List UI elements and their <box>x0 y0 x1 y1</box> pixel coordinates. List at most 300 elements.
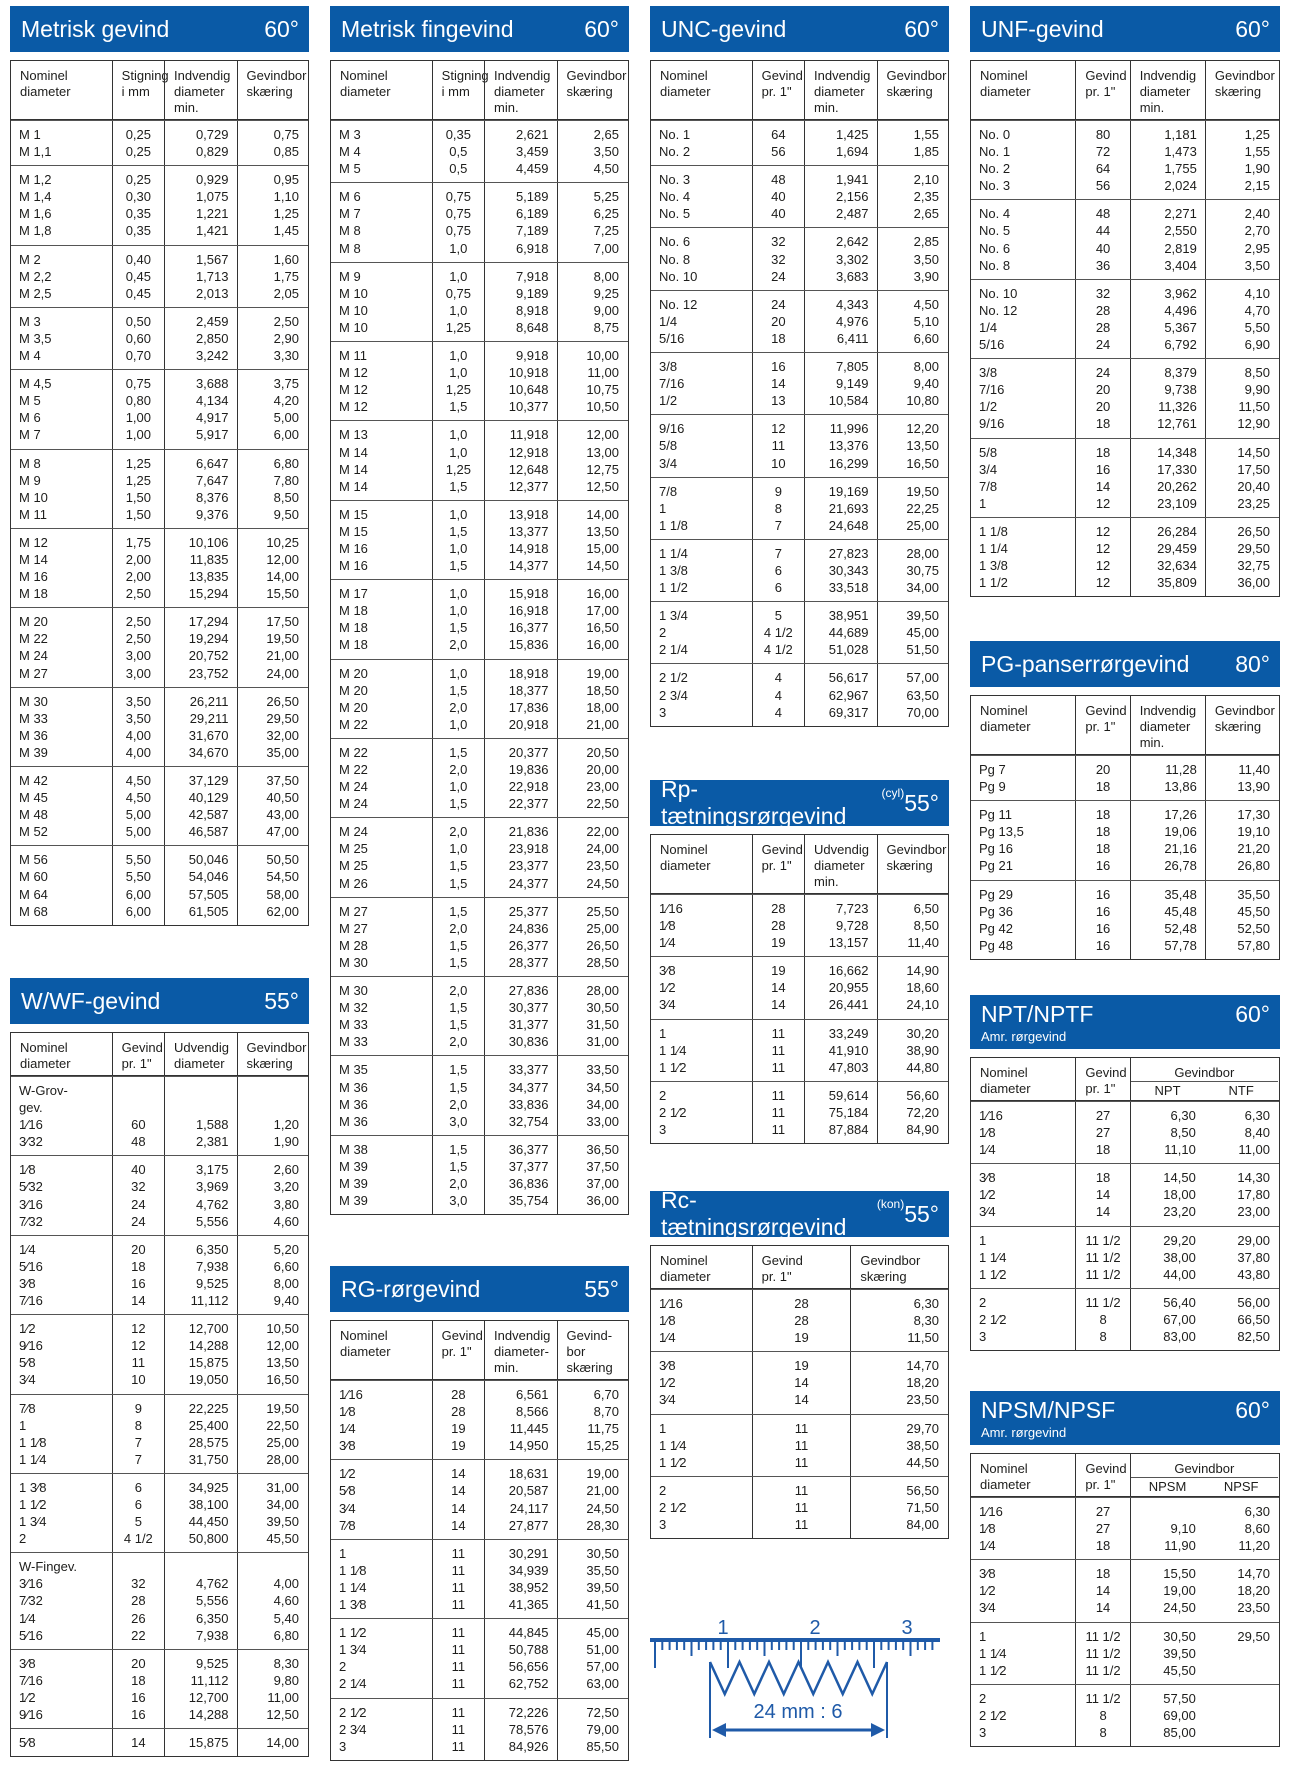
table-cell: 11,835 <box>189 551 229 567</box>
column-cells <box>877 415 947 476</box>
table-cell: 22,377 <box>508 796 549 812</box>
table-cell: 1⁄2 <box>659 1375 676 1391</box>
table-cell: 35,50 <box>1237 886 1270 902</box>
table-cell: 2 1⁄2 <box>979 1311 1007 1327</box>
table-grid <box>330 60 629 1215</box>
column-cells <box>1075 1623 1129 1684</box>
table-cell: 44,00 <box>1163 1266 1196 1282</box>
row-group <box>971 438 1279 517</box>
table-unc <box>650 6 949 727</box>
column-cells <box>484 1619 556 1697</box>
row-group <box>331 1380 628 1459</box>
table-cell: 31,00 <box>266 1479 299 1495</box>
table-cell: M 16 <box>19 569 48 585</box>
column-cells <box>237 529 307 607</box>
table-cell: 17,26 <box>1164 807 1197 823</box>
column-cells <box>331 818 432 896</box>
row-group <box>11 1314 308 1393</box>
table-cell: 1 1/2 <box>659 580 688 596</box>
row-group <box>11 307 308 369</box>
table-cell: 13,157 <box>828 935 869 951</box>
table-cell: 14 <box>451 1500 466 1516</box>
table-cell: M 30 <box>339 983 368 999</box>
table-title-qualifier: (cyl) <box>881 786 905 800</box>
table-cell: 21,00 <box>586 1483 619 1499</box>
column-cells <box>877 353 947 414</box>
table-cell: 0,5 <box>449 144 468 160</box>
column-cells <box>432 1699 484 1760</box>
column-headers <box>971 1454 1279 1497</box>
table-cell: 16 <box>1095 903 1111 919</box>
row-group <box>331 1539 628 1618</box>
table-title: RG-rørgevind <box>341 1275 481 1302</box>
table-cell: M 7 <box>19 427 41 443</box>
table-cell: 11,00 <box>587 365 619 381</box>
table-title-line <box>661 776 904 830</box>
table-cell: 0,75 <box>445 189 471 205</box>
table-cell: 1,25 <box>445 461 471 477</box>
column-cells <box>557 121 627 182</box>
table-cell: 2 <box>659 625 667 641</box>
table-cell: 10,648 <box>508 382 549 398</box>
column-cells <box>11 370 112 448</box>
table-cell: 47,803 <box>828 1059 869 1075</box>
table-cell: 4 1/2 <box>763 625 793 641</box>
table-cell: 30,836 <box>508 1034 549 1050</box>
table-cell: 1 1⁄2 <box>659 1454 687 1470</box>
column-header: Gevind pr. 1" <box>1075 1454 1129 1496</box>
column-cells <box>484 1381 556 1459</box>
table-cell: 8,00 <box>913 359 939 375</box>
thread-profile <box>710 1662 887 1694</box>
table-cell: M 8 <box>339 240 361 256</box>
table-cell: 11,00 <box>1238 1142 1270 1158</box>
table-cell: 1 <box>659 500 667 516</box>
table-cell: 5,367 <box>1164 319 1197 335</box>
table-cell: 8 <box>1099 1707 1107 1723</box>
table-cell: 0,25 <box>125 172 151 188</box>
row-group <box>651 956 948 1018</box>
table-header <box>650 776 949 829</box>
row-group <box>651 663 948 725</box>
column-cells <box>164 1395 236 1473</box>
table-cell: 15,836 <box>508 637 549 653</box>
table-cell: 44,80 <box>906 1059 939 1075</box>
table-cell: 1,0 <box>449 586 468 602</box>
table-cell: 1⁄2 <box>19 1321 36 1337</box>
table-cell: 45,48 <box>1164 903 1197 919</box>
table-cell: 14,70 <box>906 1358 939 1374</box>
table-cell: 1,941 <box>835 172 869 188</box>
table-cell: 14 <box>1095 478 1111 494</box>
table-cell: M 13 <box>339 427 368 443</box>
table-cell: 14 <box>451 1466 466 1482</box>
row-group <box>651 227 948 289</box>
table-cell: No. 3 <box>979 178 1011 194</box>
table-cell: 3⁄8 <box>659 963 676 979</box>
column-header <box>1130 1454 1278 1496</box>
table-cell: 1,0 <box>449 506 468 522</box>
table-cell: 40 <box>771 206 786 222</box>
table-cell: 57,50 <box>1163 1690 1196 1706</box>
ruler-mark-label: 2 <box>809 1617 821 1639</box>
table-cell: 25,377 <box>508 903 549 919</box>
table-cell: 18 <box>1095 444 1111 460</box>
column-cells <box>11 767 112 845</box>
table-cell: 24,648 <box>828 517 869 533</box>
row-group <box>971 755 1279 800</box>
table-cell: 3,175 <box>195 1162 229 1178</box>
table-cell: 10,00 <box>586 348 619 364</box>
column-cells <box>11 688 112 766</box>
table-cell: 6 <box>134 1479 142 1495</box>
table-header <box>970 995 1280 1049</box>
column-cells <box>1075 200 1129 278</box>
table-cell: 35,48 <box>1164 886 1197 902</box>
row-group <box>11 120 308 165</box>
table-cell: 1,5 <box>449 523 468 539</box>
table-cell: 1,10 <box>273 189 299 205</box>
table-cell: No. 0 <box>979 127 1011 142</box>
table-cell: 13,376 <box>828 438 869 454</box>
table-cell: 2 1⁄2 <box>979 1707 1007 1723</box>
table-cell: M 15 <box>339 506 368 522</box>
table-cell: M 22 <box>339 744 368 760</box>
table-cell: 3⁄8 <box>339 1438 356 1454</box>
column-cells <box>651 166 752 227</box>
table-cell: 10 <box>131 1372 146 1388</box>
table-cell: 25,00 <box>266 1434 299 1450</box>
column-cells <box>850 1477 947 1538</box>
table-cell: 18 <box>131 1258 146 1274</box>
table-title: UNF-gevind <box>981 15 1104 42</box>
table-cell: 1 <box>979 495 987 511</box>
table-cell: 10,75 <box>586 382 619 398</box>
table-cell: 14,00 <box>266 1735 299 1751</box>
table-cell: M 39 <box>339 1158 368 1174</box>
table-cell: 36 <box>1095 257 1111 273</box>
table-cell: 22,918 <box>508 779 549 795</box>
table-cell: 50,50 <box>266 852 299 868</box>
table-cell: 20 <box>131 1655 146 1671</box>
table-cell: 8,50 <box>913 918 939 934</box>
table-cell: 28 <box>451 1404 466 1420</box>
table-cell: 5 <box>774 608 782 624</box>
column-cells <box>557 660 627 738</box>
table-cell: M 10 <box>339 285 368 301</box>
column-cells <box>1204 1102 1278 1163</box>
table-cell: M 5 <box>19 393 41 409</box>
table-cell: 41,50 <box>586 1597 619 1613</box>
table-cell: 3⁄4 <box>659 1392 676 1408</box>
row-group <box>331 262 628 341</box>
table-cell: 10,80 <box>906 393 939 409</box>
table-cell: M 2,2 <box>19 268 52 284</box>
column-cells <box>557 1460 627 1538</box>
table-cell: 1,5 <box>449 903 468 919</box>
column-cells <box>557 501 627 579</box>
table-cell: M 8 <box>339 223 361 239</box>
column-header <box>1130 1058 1278 1100</box>
table-cell: 8,918 <box>515 302 549 318</box>
row-group <box>971 1559 1279 1621</box>
table-cell: 7 <box>774 545 782 561</box>
table-cell: 16 <box>771 359 786 375</box>
column-header: Indvendig diameter min. <box>164 61 236 119</box>
column-cells <box>112 1650 164 1728</box>
table-cell: 14 <box>794 1392 809 1408</box>
table-cell: 14,377 <box>508 558 549 574</box>
table-cell: 26,441 <box>828 997 869 1013</box>
column-cells <box>877 664 947 725</box>
table-cell: 87,884 <box>828 1122 869 1138</box>
row-group <box>331 1698 628 1760</box>
column-cells <box>877 602 947 663</box>
column-cells <box>331 1056 432 1134</box>
column-cells <box>804 166 876 227</box>
column-cells <box>804 121 876 165</box>
table-cell: 7,938 <box>195 1258 229 1274</box>
table-cell: 0,85 <box>273 144 299 160</box>
table-cell: M 22 <box>339 716 368 732</box>
column-header: Gevindbor skæring <box>850 1246 947 1288</box>
table-cell: 30,50 <box>586 1000 619 1016</box>
table-cell: 5,50 <box>1244 319 1270 335</box>
table-cell: 15,50 <box>1163 1566 1196 1582</box>
table-cell: 1/2 <box>659 393 678 409</box>
column-subheader: NPT <box>1154 1083 1181 1098</box>
table-cell: 3⁄8 <box>979 1170 996 1186</box>
table-cell: M 10 <box>19 489 48 505</box>
column-cells <box>651 957 752 1018</box>
row-group <box>331 120 628 182</box>
table-cell: 19,10 <box>1237 824 1270 840</box>
table-cell: 28 <box>1095 302 1111 318</box>
table-cell: 1⁄16 <box>659 901 683 916</box>
table-cell: 33,00 <box>586 1113 619 1129</box>
table-cell: 24 <box>131 1213 146 1229</box>
column-cells <box>331 1699 432 1760</box>
ruler-mark-label: 3 <box>901 1617 913 1639</box>
table-cell: Pg 29 <box>979 886 1013 902</box>
table-title-block <box>21 16 169 43</box>
table-cell: 57,00 <box>906 670 939 686</box>
table-cell: 0,25 <box>125 144 151 160</box>
column-header: Stigning i mm <box>112 61 164 119</box>
row-group <box>331 1135 628 1214</box>
column-cells <box>11 166 112 244</box>
table-grid <box>10 1032 309 1757</box>
table-cell: 29,50 <box>1237 540 1270 556</box>
table-cell: 9 <box>774 483 782 499</box>
table-cell: 14,50 <box>1163 1170 1196 1186</box>
column-cells <box>331 421 432 499</box>
column-cells <box>484 898 556 976</box>
table-cell: 29,20 <box>1163 1232 1196 1248</box>
column-cells <box>112 1395 164 1473</box>
table-cell: 26,211 <box>189 693 229 709</box>
table-cell: 1,25 <box>1244 127 1270 142</box>
table-cell: 11 1/2 <box>1085 1294 1121 1310</box>
table-cell: 12 <box>1095 540 1111 556</box>
column-cells <box>237 1077 307 1155</box>
table-cell: 2,10 <box>913 172 939 188</box>
table-cell: 11,445 <box>509 1421 549 1437</box>
table-cell: Pg 11 <box>979 807 1013 823</box>
table-cell: M 25 <box>339 858 368 874</box>
table-cell: 50,046 <box>188 852 229 868</box>
row-group <box>11 165 308 244</box>
thread-angle: 55° <box>904 789 939 816</box>
table-cell: 3,75 <box>273 376 299 392</box>
table-cell: 11,40 <box>1238 762 1270 777</box>
table-cell: 7⁄8 <box>19 1400 36 1416</box>
table-cell: 9,25 <box>593 285 619 301</box>
table-title-block <box>981 651 1189 678</box>
table-cell: 33,249 <box>828 1025 869 1041</box>
table-cell: 34,00 <box>586 1096 619 1112</box>
column-cells <box>971 439 1075 517</box>
table-cell: 20,40 <box>1237 478 1270 494</box>
table-cell: 8,566 <box>515 1404 549 1420</box>
table-cell: M 18 <box>339 603 368 619</box>
table-cell: 34,00 <box>906 580 939 596</box>
table-cell: 14,348 <box>1157 444 1197 460</box>
column-cells <box>331 501 432 579</box>
row-group <box>651 290 948 352</box>
row-group <box>11 687 308 766</box>
table-cell: 27 <box>1095 1108 1111 1123</box>
row-group <box>11 1552 308 1648</box>
table-cell: 85,50 <box>586 1738 619 1754</box>
table-cell: 19,00 <box>1163 1583 1196 1599</box>
table-cell: M 15 <box>339 523 368 539</box>
table-grid <box>650 1245 949 1539</box>
column-headers <box>331 61 628 120</box>
table-cell: 17,50 <box>1237 461 1270 477</box>
table-cell: 6,60 <box>913 330 939 346</box>
table-cell: 1 <box>19 1417 27 1433</box>
column-cells <box>237 166 307 244</box>
table-cell: 14 <box>131 1735 146 1751</box>
table-cell: No. 2 <box>659 144 691 160</box>
table-cell: 1 3/8 <box>659 562 688 578</box>
table-cell: 9,50 <box>273 506 299 522</box>
table-cell: 11,90 <box>1164 1538 1196 1554</box>
table-cell: 15,875 <box>188 1735 229 1751</box>
table-cell: 29,70 <box>906 1420 939 1436</box>
table-cell: 3 <box>659 704 667 720</box>
table-cell: 14 <box>771 997 786 1013</box>
table-cell: M 3 <box>19 313 41 329</box>
table-cell: 64 <box>1095 161 1111 177</box>
table-cell: 0,35 <box>125 206 151 222</box>
table-cell: 0,60 <box>125 330 151 346</box>
column-cells <box>1130 1498 1204 1559</box>
table-cell: 20,587 <box>508 1483 549 1499</box>
column-cells <box>877 166 947 227</box>
table-cell: 11,112 <box>190 1672 229 1688</box>
column-header: Nominel diameter <box>340 68 391 99</box>
table-cell: 11,112 <box>190 1293 229 1309</box>
column-cells <box>432 1540 484 1618</box>
table-header <box>330 1266 629 1312</box>
table-cell: 6,00 <box>273 427 299 443</box>
table-cell: 1,75 <box>273 268 299 284</box>
table-cell: 1⁄2 <box>979 1583 996 1599</box>
column-cells <box>164 121 236 165</box>
table-title-block <box>661 16 786 43</box>
column-cells <box>484 421 556 499</box>
table-cell: 3,962 <box>1164 285 1197 301</box>
table-cell: 17,00 <box>586 603 619 619</box>
column-cells <box>164 370 236 448</box>
table-cell: 1⁄16 <box>979 1108 1003 1123</box>
table-cell: 18,60 <box>906 980 939 996</box>
row-group <box>651 1476 948 1538</box>
table-cell: 1⁄8 <box>19 1162 36 1178</box>
table-cell: 15,918 <box>508 586 549 602</box>
table-cell: 22,50 <box>586 796 619 812</box>
table-cell: 2,50 <box>125 614 151 630</box>
table-cell: 18 <box>1095 841 1111 857</box>
column-header-label: Gevindbor <box>1174 1461 1235 1476</box>
table-cell: 1 1⁄4 <box>979 1645 1007 1661</box>
table-npt <box>970 995 1280 1351</box>
column-cells <box>112 688 164 766</box>
table-cell: 12 <box>1095 575 1111 591</box>
column-cells <box>1130 1685 1204 1746</box>
column-cells <box>1204 1164 1278 1225</box>
table-cell: 71,50 <box>906 1499 939 1515</box>
table-cell: 1⁄2 <box>659 980 676 996</box>
table-cell: 1⁄16 <box>339 1387 363 1402</box>
table-cell: 2 <box>979 1690 987 1706</box>
column-cells <box>331 1540 432 1618</box>
table-cell: 5,50 <box>125 869 151 885</box>
column-cells <box>804 478 876 539</box>
table-cell: 14 <box>794 1375 809 1391</box>
table-cell: 29,50 <box>1237 1628 1270 1644</box>
column-cells <box>1205 359 1278 437</box>
table-cell: 52,48 <box>1164 920 1197 936</box>
table-cell: 1 1⁄4 <box>979 1249 1007 1265</box>
column-cells <box>484 739 556 817</box>
column-cells <box>752 1352 851 1413</box>
column-header: Nominel diameter <box>660 842 711 873</box>
column-cells <box>164 1650 236 1728</box>
table-cell: 30,291 <box>508 1545 549 1561</box>
table-cell: 62,752 <box>508 1676 549 1692</box>
table-cell: 3,0 <box>449 1193 468 1209</box>
column-cells <box>850 1352 947 1413</box>
table-cell: 3/8 <box>659 359 678 375</box>
table-cell: 12,00 <box>586 427 619 443</box>
thread-angle: 55° <box>264 987 299 1014</box>
table-cell: 28 <box>771 901 786 916</box>
column-cells <box>752 478 804 539</box>
table-cell: 7/16 <box>979 382 1005 398</box>
table-cell: M 22 <box>339 762 368 777</box>
table-cell: 1 3⁄4 <box>19 1514 47 1530</box>
table-cell: 51,50 <box>906 642 939 658</box>
table-cell: 14,950 <box>508 1438 549 1454</box>
table-cell: 11 <box>771 1122 786 1138</box>
table-cell: 18,631 <box>508 1466 549 1482</box>
table-cell: 14,288 <box>188 1338 229 1354</box>
table-cell: 1,075 <box>195 189 229 205</box>
table-cell: 2 <box>659 1087 667 1103</box>
